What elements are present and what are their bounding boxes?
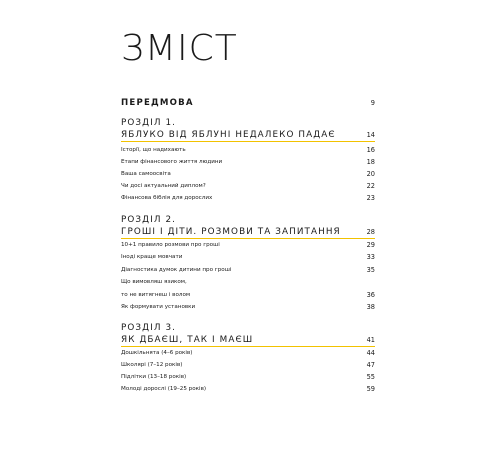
toc-item[interactable] bbox=[121, 359, 375, 371]
toc-entry-label: ПЕРЕДМОВА bbox=[121, 98, 194, 108]
toc-item[interactable] bbox=[121, 192, 375, 204]
toc-item-page: 29 bbox=[366, 241, 375, 249]
toc-item[interactable] bbox=[121, 239, 375, 251]
toc-item[interactable] bbox=[121, 289, 375, 301]
toc-item-text: Дошкільнята (4–6 років) bbox=[121, 350, 193, 356]
toc-item[interactable] bbox=[121, 371, 375, 383]
toc-item-page: 38 bbox=[366, 303, 375, 311]
toc-item-text: 10+1 правило розмови про гроші bbox=[121, 242, 220, 248]
section-number: РОЗДІЛ 1. bbox=[121, 118, 177, 128]
toc-item-text: Чи досі актуальний диплом? bbox=[121, 183, 206, 189]
toc-item-text: Як формувати установки bbox=[121, 304, 196, 310]
toc-item[interactable] bbox=[121, 264, 375, 276]
toc-item-page: 22 bbox=[366, 182, 375, 190]
toc-item-page: 18 bbox=[366, 158, 375, 166]
toc-item[interactable] bbox=[121, 276, 375, 288]
toc-item-page: 20 bbox=[366, 170, 375, 178]
toc-item-text: Школярі (7–12 років) bbox=[121, 362, 183, 368]
toc-item[interactable] bbox=[121, 251, 375, 263]
toc-item-page: 33 bbox=[366, 253, 375, 261]
toc-item[interactable] bbox=[121, 383, 375, 395]
toc-item-page: 23 bbox=[366, 194, 375, 202]
section-title: ГРОШІ І ДІТИ. РОЗМОВИ ТА ЗАПИТАННЯ bbox=[121, 227, 341, 237]
section-number: РОЗДІЛ 2. bbox=[121, 215, 177, 225]
toc-item[interactable] bbox=[121, 301, 375, 313]
toc-item[interactable] bbox=[121, 144, 375, 156]
toc-item-text: то не витягнеш і волом bbox=[121, 292, 191, 298]
section-number: РОЗДІЛ 3. bbox=[121, 323, 177, 333]
section-page: 14 bbox=[366, 131, 375, 139]
toc-item-text: Що вимовляш язиком, bbox=[121, 279, 187, 285]
toc-item-text: Етапи фінансового життя людини bbox=[121, 159, 223, 165]
page-title: ЗМІСТ bbox=[121, 28, 238, 69]
toc-entry-preface[interactable] bbox=[121, 96, 375, 110]
toc-item-page: 47 bbox=[366, 361, 375, 369]
toc-item-text: Молоді дорослі (19–25 років) bbox=[121, 386, 207, 392]
toc-section-heading[interactable] bbox=[121, 334, 375, 347]
section-title: ЯБЛУКО ВІД ЯБЛУНІ НЕДАЛЕКО ПАДАЄ bbox=[121, 130, 336, 140]
toc-item-page: 36 bbox=[366, 291, 375, 299]
toc-item-text: Ваша самоосвіта bbox=[121, 171, 171, 177]
toc-item-text: Підлітки (13–18 років) bbox=[121, 374, 187, 380]
toc-item-text: Фінансова біблія для дорослих bbox=[121, 195, 213, 201]
toc-item-page: 44 bbox=[366, 349, 375, 357]
toc-item-page: 59 bbox=[366, 385, 375, 393]
toc-item-text: Історії, що надихають bbox=[121, 147, 186, 153]
toc-item-text: Діагностика думок дитини про гроші bbox=[121, 267, 232, 273]
toc-item-page: 35 bbox=[366, 266, 375, 274]
toc-item[interactable] bbox=[121, 168, 375, 180]
toc-item-text: Іноді краще мовчати bbox=[121, 254, 183, 260]
toc-section-heading[interactable] bbox=[121, 129, 375, 142]
toc-entry-page: 9 bbox=[370, 99, 375, 107]
section-page: 41 bbox=[366, 336, 375, 344]
section-page: 28 bbox=[366, 228, 375, 236]
toc-item[interactable] bbox=[121, 180, 375, 192]
toc-item[interactable] bbox=[121, 347, 375, 359]
toc-section-heading[interactable] bbox=[121, 226, 375, 239]
toc-item-page: 55 bbox=[366, 373, 375, 381]
toc-item[interactable] bbox=[121, 156, 375, 168]
section-title: ЯК ДБАЄШ, ТАК І МАЄШ bbox=[121, 335, 254, 345]
toc-item-page: 16 bbox=[366, 146, 375, 154]
